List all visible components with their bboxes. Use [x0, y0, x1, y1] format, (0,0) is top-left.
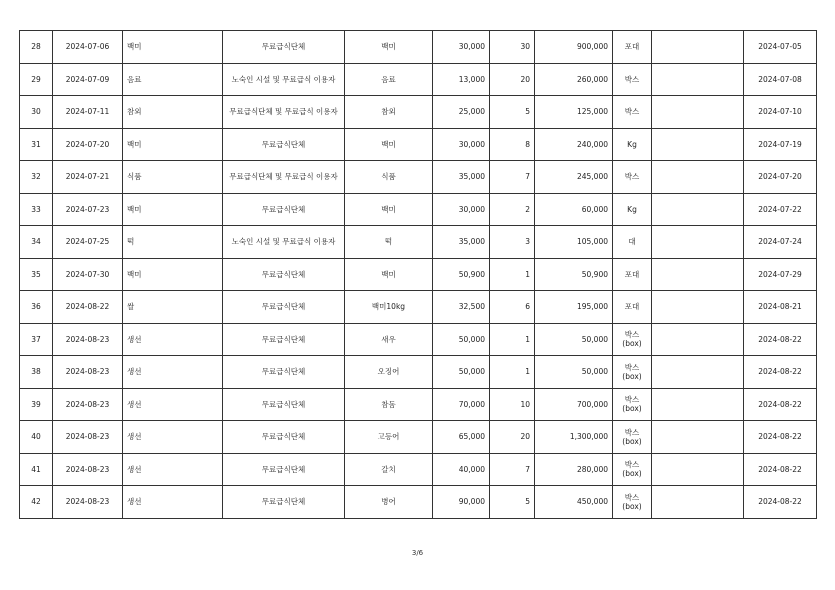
receipt-date: 2024-08-22: [744, 323, 817, 356]
receipt-date: 2024-07-10: [744, 96, 817, 129]
donation-date: 2024-07-21: [53, 161, 123, 194]
unit-price-cell: 35,000: [433, 226, 490, 259]
donation-date: 2024-08-23: [53, 453, 123, 486]
category-cell: 생선: [123, 388, 223, 421]
quantity-cell: 3: [490, 226, 535, 259]
unit-cell: 박스 (box): [613, 421, 652, 454]
receipt-date: 2024-07-29: [744, 258, 817, 291]
category-cell: 참외: [123, 96, 223, 129]
unit-price-cell: 25,000: [433, 96, 490, 129]
table-row: [20, 128, 817, 161]
row-number: 40: [20, 421, 53, 454]
category-cell: 쌀: [123, 291, 223, 324]
table-row: [20, 193, 817, 226]
unit-cell: 박스 (box): [613, 486, 652, 519]
quantity-cell: 7: [490, 161, 535, 194]
amount-cell: 50,000: [535, 356, 613, 389]
quantity-cell: 2: [490, 193, 535, 226]
unit-cell: 박스 (box): [613, 388, 652, 421]
donation-date: 2024-08-22: [53, 291, 123, 324]
page-number: 3/6: [411, 549, 424, 557]
unit-price-cell: 50,900: [433, 258, 490, 291]
item-cell: 고등어: [345, 421, 433, 454]
donation-date: 2024-07-25: [53, 226, 123, 259]
row-number: 30: [20, 96, 53, 129]
row-number: 28: [20, 31, 53, 64]
receipt-date: 2024-07-20: [744, 161, 817, 194]
donation-table: [19, 30, 817, 519]
unit-cell: 박스: [613, 161, 652, 194]
note-cell: [652, 226, 744, 259]
item-cell: 백미10kg: [345, 291, 433, 324]
receipt-date: 2024-08-22: [744, 453, 817, 486]
donation-date: 2024-08-23: [53, 421, 123, 454]
category-cell: 백미: [123, 128, 223, 161]
quantity-cell: 1: [490, 356, 535, 389]
recipient-cell: 무료급식단체: [223, 291, 345, 324]
quantity-cell: 20: [490, 63, 535, 96]
note-cell: [652, 96, 744, 129]
receipt-date: 2024-07-08: [744, 63, 817, 96]
table-row: [20, 291, 817, 324]
amount-cell: 260,000: [535, 63, 613, 96]
amount-cell: 50,900: [535, 258, 613, 291]
unit-cell: 대: [613, 226, 652, 259]
item-cell: 참돔: [345, 388, 433, 421]
receipt-date: 2024-07-05: [744, 31, 817, 64]
donation-date: 2024-08-23: [53, 486, 123, 519]
item-cell: 참외: [345, 96, 433, 129]
unit-cell: 포대: [613, 258, 652, 291]
receipt-date: 2024-07-19: [744, 128, 817, 161]
note-cell: [652, 161, 744, 194]
recipient-cell: 무료급식단체: [223, 323, 345, 356]
unit-cell: Kg: [613, 193, 652, 226]
donation-date: 2024-08-23: [53, 356, 123, 389]
unit-cell: 박스: [613, 96, 652, 129]
table-row: [20, 63, 817, 96]
table-row: [20, 258, 817, 291]
donation-date: 2024-08-23: [53, 388, 123, 421]
unit-price-cell: 13,000: [433, 63, 490, 96]
item-cell: 음료: [345, 63, 433, 96]
category-cell: 떡: [123, 226, 223, 259]
unit-cell: 박스 (box): [613, 323, 652, 356]
receipt-date: 2024-08-22: [744, 356, 817, 389]
unit-price-cell: 50,000: [433, 356, 490, 389]
receipt-date: 2024-08-21: [744, 291, 817, 324]
quantity-cell: 1: [490, 323, 535, 356]
recipient-cell: 무료급식단체: [223, 356, 345, 389]
quantity-cell: 6: [490, 291, 535, 324]
recipient-cell: 무료급식단체 및 무료급식 이용자: [223, 161, 345, 194]
quantity-cell: 5: [490, 96, 535, 129]
recipient-cell: 무료급식단체: [223, 388, 345, 421]
table-row: [20, 453, 817, 486]
note-cell: [652, 128, 744, 161]
unit-price-cell: 70,000: [433, 388, 490, 421]
donation-date: 2024-07-30: [53, 258, 123, 291]
recipient-cell: 무료급식단체: [223, 193, 345, 226]
unit-price-cell: 30,000: [433, 193, 490, 226]
amount-cell: 50,000: [535, 323, 613, 356]
item-cell: 식품: [345, 161, 433, 194]
recipient-cell: 노숙인 시설 및 무료급식 이용자: [223, 226, 345, 259]
recipient-cell: 무료급식단체: [223, 453, 345, 486]
category-cell: 백미: [123, 258, 223, 291]
donation-date: 2024-08-23: [53, 323, 123, 356]
amount-cell: 105,000: [535, 226, 613, 259]
note-cell: [652, 193, 744, 226]
table-row: [20, 421, 817, 454]
category-cell: 백미: [123, 193, 223, 226]
note-cell: [652, 258, 744, 291]
recipient-cell: 노숙인 시설 및 무료급식 이용자: [223, 63, 345, 96]
donation-date: 2024-07-06: [53, 31, 123, 64]
item-cell: 백미: [345, 258, 433, 291]
row-number: 37: [20, 323, 53, 356]
item-cell: 백미: [345, 193, 433, 226]
unit-cell: 박스: [613, 63, 652, 96]
amount-cell: 280,000: [535, 453, 613, 486]
quantity-cell: 1: [490, 258, 535, 291]
amount-cell: 700,000: [535, 388, 613, 421]
row-number: 29: [20, 63, 53, 96]
note-cell: [652, 63, 744, 96]
category-cell: 생선: [123, 356, 223, 389]
recipient-cell: 무료급식단체: [223, 128, 345, 161]
note-cell: [652, 388, 744, 421]
category-cell: 백미: [123, 31, 223, 64]
quantity-cell: 5: [490, 486, 535, 519]
row-number: 42: [20, 486, 53, 519]
table-row: [20, 323, 817, 356]
recipient-cell: 무료급식단체: [223, 258, 345, 291]
receipt-date: 2024-07-24: [744, 226, 817, 259]
unit-price-cell: 65,000: [433, 421, 490, 454]
category-cell: 생선: [123, 453, 223, 486]
unit-price-cell: 30,000: [433, 128, 490, 161]
recipient-cell: 무료급식단체: [223, 31, 345, 64]
receipt-date: 2024-08-22: [744, 421, 817, 454]
row-number: 32: [20, 161, 53, 194]
donation-date: 2024-07-11: [53, 96, 123, 129]
amount-cell: 900,000: [535, 31, 613, 64]
item-cell: 오징어: [345, 356, 433, 389]
table-row: [20, 161, 817, 194]
category-cell: 생선: [123, 323, 223, 356]
row-number: 34: [20, 226, 53, 259]
quantity-cell: 7: [490, 453, 535, 486]
note-cell: [652, 31, 744, 64]
amount-cell: 125,000: [535, 96, 613, 129]
donation-date: 2024-07-09: [53, 63, 123, 96]
row-number: 36: [20, 291, 53, 324]
unit-price-cell: 35,000: [433, 161, 490, 194]
unit-price-cell: 50,000: [433, 323, 490, 356]
unit-price-cell: 32,500: [433, 291, 490, 324]
note-cell: [652, 291, 744, 324]
amount-cell: 450,000: [535, 486, 613, 519]
note-cell: [652, 486, 744, 519]
quantity-cell: 10: [490, 388, 535, 421]
amount-cell: 195,000: [535, 291, 613, 324]
item-cell: 백미: [345, 128, 433, 161]
table-row: [20, 31, 817, 64]
category-cell: 생선: [123, 421, 223, 454]
unit-cell: 박스 (box): [613, 453, 652, 486]
row-number: 31: [20, 128, 53, 161]
note-cell: [652, 356, 744, 389]
unit-cell: 포대: [613, 31, 652, 64]
note-cell: [652, 421, 744, 454]
item-cell: 새우: [345, 323, 433, 356]
amount-cell: 240,000: [535, 128, 613, 161]
table-row: [20, 96, 817, 129]
amount-cell: 60,000: [535, 193, 613, 226]
table-row: [20, 486, 817, 519]
quantity-cell: 30: [490, 31, 535, 64]
table-row: [20, 226, 817, 259]
category-cell: 식품: [123, 161, 223, 194]
item-cell: 병어: [345, 486, 433, 519]
amount-cell: 245,000: [535, 161, 613, 194]
receipt-date: 2024-08-22: [744, 486, 817, 519]
row-number: 33: [20, 193, 53, 226]
row-number: 41: [20, 453, 53, 486]
donation-date: 2024-07-23: [53, 193, 123, 226]
note-cell: [652, 453, 744, 486]
unit-cell: Kg: [613, 128, 652, 161]
quantity-cell: 8: [490, 128, 535, 161]
table-row: [20, 356, 817, 389]
table-row: [20, 388, 817, 421]
donation-date: 2024-07-20: [53, 128, 123, 161]
unit-price-cell: 90,000: [433, 486, 490, 519]
row-number: 39: [20, 388, 53, 421]
unit-price-cell: 40,000: [433, 453, 490, 486]
unit-cell: 박스 (box): [613, 356, 652, 389]
item-cell: 떡: [345, 226, 433, 259]
unit-price-cell: 30,000: [433, 31, 490, 64]
row-number: 35: [20, 258, 53, 291]
item-cell: 백미: [345, 31, 433, 64]
row-number: 38: [20, 356, 53, 389]
note-cell: [652, 323, 744, 356]
quantity-cell: 20: [490, 421, 535, 454]
amount-cell: 1,300,000: [535, 421, 613, 454]
category-cell: 음료: [123, 63, 223, 96]
category-cell: 생선: [123, 486, 223, 519]
item-cell: 갈치: [345, 453, 433, 486]
table-body: [20, 31, 817, 519]
receipt-date: 2024-07-22: [744, 193, 817, 226]
recipient-cell: 무료급식단체: [223, 421, 345, 454]
receipt-date: 2024-08-22: [744, 388, 817, 421]
recipient-cell: 무료급식단체: [223, 486, 345, 519]
recipient-cell: 무료급식단체 및 무료급식 이용자: [223, 96, 345, 129]
unit-cell: 포대: [613, 291, 652, 324]
